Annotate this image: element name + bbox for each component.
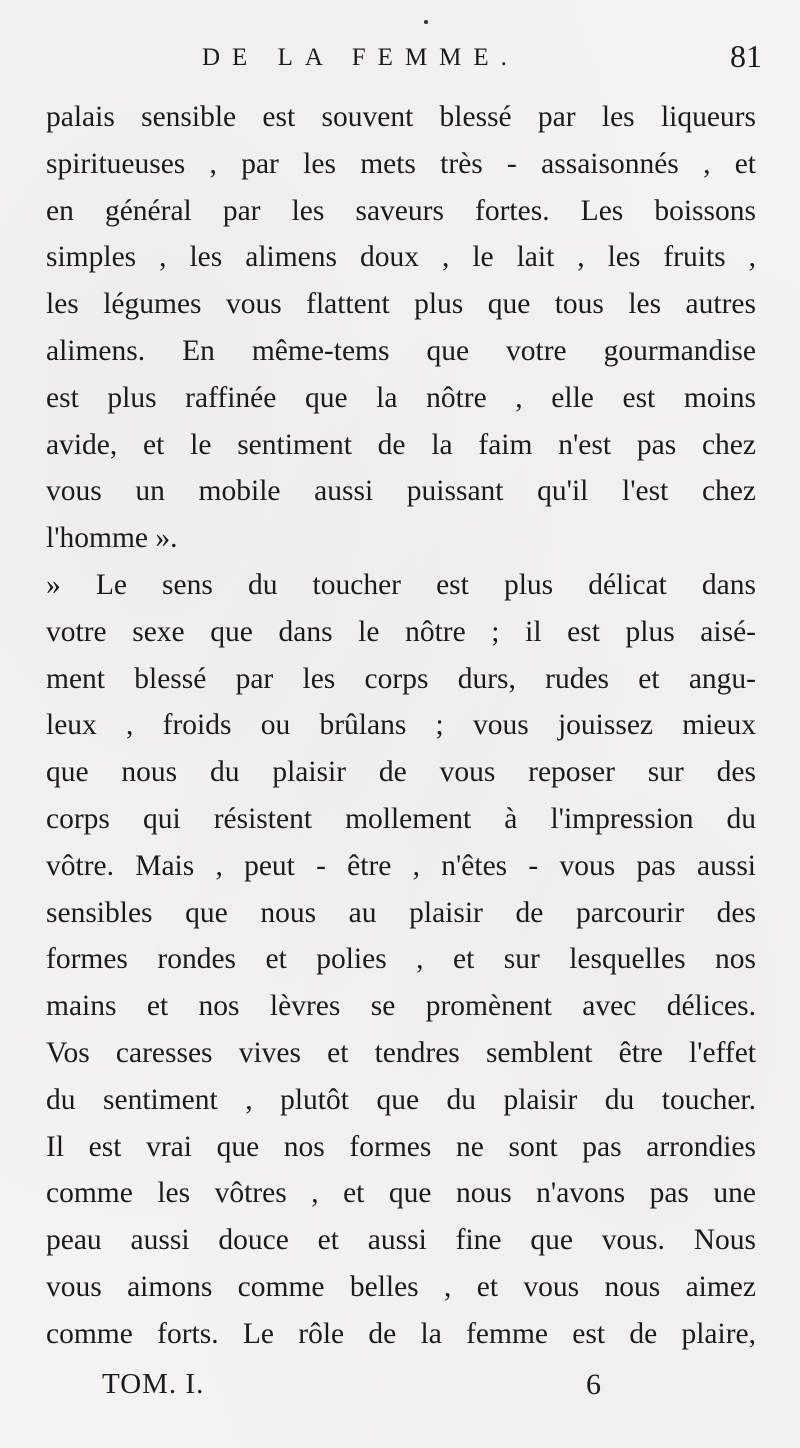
text-line: l'homme ». <box>46 522 178 555</box>
text-line: Il est vrai que nos formes ne sont pas arrondies <box>46 1130 756 1163</box>
text-line: votre sexe que dans le nôtre ; il est plus aisé- <box>46 615 756 648</box>
text-line: formes rondes et polies , et sur lesquelles nos <box>46 943 756 976</box>
text-line: peau aussi douce et aussi fine que vous. Nous <box>46 1224 756 1257</box>
text-line: alimens. En même-tems que votre gourmandise <box>46 334 756 367</box>
ink-speck <box>424 20 428 24</box>
text-line: que nous du plaisir de vous reposer sur des <box>46 756 756 789</box>
page-header <box>200 36 770 86</box>
text-line: du sentiment , plutôt que du plaisir du toucher. <box>46 1083 756 1116</box>
text-line: vous un mobile aussi puissant qu'il l'est chez <box>46 475 756 508</box>
text-line: ment blessé par les corps durs, rudes et angu- <box>46 662 756 695</box>
text-line: spiritueuses , par les mets très - assaisonnés , et <box>46 147 756 180</box>
text-line: sensibles que nous au plaisir de parcourir des <box>46 896 756 929</box>
page-footer <box>102 1368 722 1408</box>
text-line: en général par les saveurs fortes. Les boissons <box>46 194 756 227</box>
body-text <box>46 94 756 1358</box>
text-line: » Le sens du toucher est plus délicat dans <box>46 568 756 601</box>
text-line: est plus raffinée que la nôtre , elle est moins <box>46 381 756 414</box>
text-line: vous aimons comme belles , et vous nous aimez <box>46 1270 756 1303</box>
running-head: DE LA FEMME. <box>202 44 519 71</box>
text-line: palais sensible est souvent blessé par les liqueurs <box>46 101 756 133</box>
text-line: vôtre. Mais , peut - être , n'êtes - vous pas aussi <box>46 849 756 882</box>
text-line: Vos caresses vives et tendres semblent être l'effet <box>46 1036 756 1069</box>
text-line: avide, et le sentiment de la faim n'est pas chez <box>46 428 756 461</box>
text-line: corps qui résistent mollement à l'impression du <box>46 802 756 835</box>
text-line: comme forts. Le rôle de la femme est de plaire, <box>46 1317 756 1350</box>
text-line: leux , froids ou brûlans ; vous jouissez mieux <box>46 709 756 742</box>
volume-signature: TOM. I. <box>102 1368 205 1400</box>
text-line: mains et nos lèvres se promènent avec délices. <box>46 990 756 1023</box>
text-line: comme les vôtres , et que nous n'avons pas une <box>46 1177 756 1210</box>
page-number: 81 <box>730 38 762 74</box>
signature-mark: 6 <box>586 1368 601 1401</box>
text-line: simples , les alimens doux , le lait , les fruits , <box>46 241 756 274</box>
text-line: les légumes vous flattent plus que tous les autres <box>46 288 756 321</box>
